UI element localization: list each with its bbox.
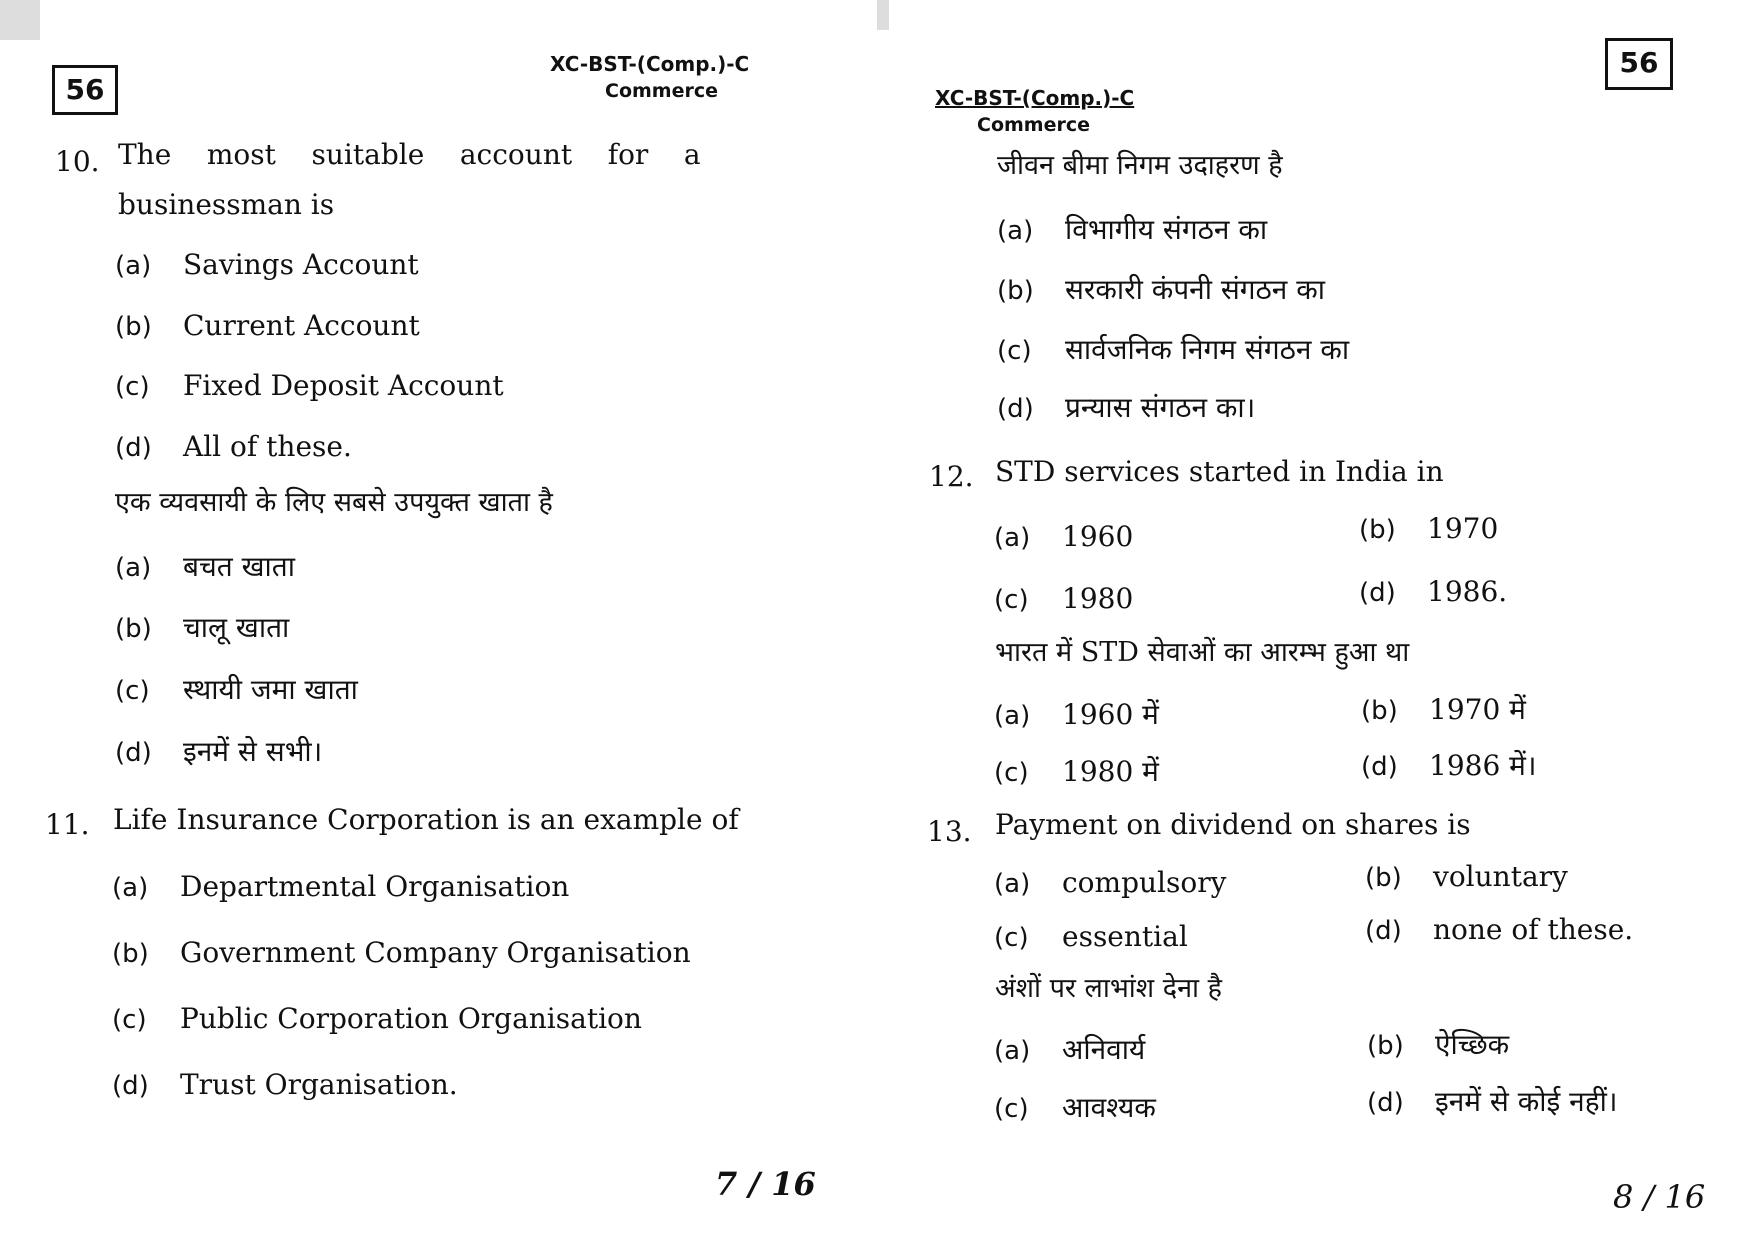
option-label: (d) xyxy=(1365,916,1402,946)
option-label: (d) xyxy=(1367,1088,1404,1118)
option-text: अनिवार्य xyxy=(1062,1033,1146,1066)
option-text: सार्वजनिक निगम संगठन का xyxy=(1065,333,1350,366)
option-text: प्रन्यास संगठन का। xyxy=(1065,391,1256,424)
option-a xyxy=(112,870,569,903)
option-label: (c) xyxy=(994,585,1029,615)
option-text: 1980 xyxy=(1062,582,1134,615)
option-text: compulsory xyxy=(1062,866,1227,899)
option-label: (b) xyxy=(997,276,1034,306)
option-label: (d) xyxy=(112,1071,149,1101)
option-text: बचत खाता xyxy=(183,550,295,583)
option-text: Savings Account xyxy=(183,248,419,281)
option-text: none of these. xyxy=(1433,913,1634,946)
option-text: 1970 में xyxy=(1429,693,1526,726)
option-d xyxy=(115,732,322,770)
option-text: Departmental Organisation xyxy=(180,870,570,903)
option-label: (b) xyxy=(112,939,149,969)
option-text: इनमें से कोई नहीं। xyxy=(1435,1085,1618,1118)
option-a xyxy=(994,866,1226,899)
option-a xyxy=(994,520,1133,553)
subject-label: Commerce xyxy=(977,114,1090,136)
question-text: STD services started in India in xyxy=(995,455,1444,488)
page-footer: 8 / 16 xyxy=(1613,1178,1706,1216)
option-text: Government Company Organisation xyxy=(180,936,691,969)
option-label: (a) xyxy=(994,523,1031,553)
option-c xyxy=(997,330,1349,368)
option-c xyxy=(994,920,1188,953)
option-c xyxy=(115,670,358,708)
option-text: चालू खाता xyxy=(183,611,290,644)
option-text: 1986 में। xyxy=(1429,749,1537,782)
question-number: 11. xyxy=(45,808,90,841)
option-text: 1960 में xyxy=(1062,698,1159,731)
option-a xyxy=(997,210,1267,248)
question-text: The most suitable account for a xyxy=(118,138,701,171)
option-label: (b) xyxy=(1365,863,1402,893)
option-c xyxy=(994,1088,1156,1126)
option-c xyxy=(115,369,504,402)
option-d xyxy=(1361,746,1537,784)
option-b xyxy=(1365,860,1568,893)
option-label: (c) xyxy=(994,1094,1029,1124)
option-label: (a) xyxy=(115,251,152,281)
option-text: essential xyxy=(1062,920,1188,953)
question-text: Payment on dividend on shares is xyxy=(995,808,1471,841)
option-label: (b) xyxy=(1359,515,1396,545)
option-d xyxy=(997,388,1255,426)
option-label: (d) xyxy=(997,394,1034,424)
paper-code: XC-BST-(Comp.)-C xyxy=(550,52,750,76)
option-text: विभागीय संगठन का xyxy=(1065,213,1268,246)
option-text: ऐच्छिक xyxy=(1435,1028,1510,1061)
option-b xyxy=(997,270,1325,308)
option-label: (b) xyxy=(1367,1031,1404,1061)
option-c xyxy=(994,582,1133,615)
option-text: 1980 में xyxy=(1062,755,1159,788)
option-d xyxy=(1359,575,1507,608)
option-text: All of these. xyxy=(183,430,352,463)
option-label: (a) xyxy=(997,216,1034,246)
option-label: (c) xyxy=(112,1005,147,1035)
option-b xyxy=(1359,512,1498,545)
option-label: (c) xyxy=(115,676,150,706)
option-d xyxy=(1365,913,1633,946)
option-a xyxy=(994,1030,1145,1068)
option-text: आवश्यक xyxy=(1062,1091,1156,1124)
option-text: Trust Organisation. xyxy=(180,1068,458,1101)
option-label: (c) xyxy=(994,758,1029,788)
right-page xyxy=(877,0,1754,1241)
option-label: (c) xyxy=(997,336,1032,366)
option-a xyxy=(115,547,295,585)
option-b xyxy=(115,309,420,342)
option-label: (d) xyxy=(115,433,152,463)
option-text: Public Corporation Organisation xyxy=(180,1002,642,1035)
option-label: (d) xyxy=(1359,578,1396,608)
option-label: (a) xyxy=(994,1036,1031,1066)
option-text: Current Account xyxy=(183,309,420,342)
option-label: (a) xyxy=(994,869,1031,899)
option-label: (a) xyxy=(994,701,1031,731)
option-label: (b) xyxy=(115,614,152,644)
option-text: Fixed Deposit Account xyxy=(183,369,504,402)
question-number: 12. xyxy=(929,460,974,493)
subject-label: Commerce xyxy=(605,80,718,102)
paper-code: XC-BST-(Comp.)-C xyxy=(935,86,1135,110)
option-label: (a) xyxy=(112,873,149,903)
question-text-hindi: जीवन बीमा निगम उदाहरण है xyxy=(997,150,1283,181)
option-label: (b) xyxy=(115,312,152,342)
question-text-hindi: भारत में STD सेवाओं का आरम्भ हुआ था xyxy=(995,637,1410,668)
option-text: 1960 xyxy=(1062,520,1134,553)
question-text: businessman is xyxy=(118,188,335,221)
question-number: 13. xyxy=(927,815,972,848)
option-a xyxy=(994,695,1159,733)
scan-artifact xyxy=(0,0,40,40)
option-d xyxy=(1367,1082,1617,1120)
question-number: 10. xyxy=(55,145,100,178)
option-text: स्थायी जमा खाता xyxy=(183,673,358,706)
option-a xyxy=(115,248,419,281)
option-label: (c) xyxy=(115,372,150,402)
paper-set-number: 56 xyxy=(52,65,118,115)
option-b xyxy=(1367,1025,1509,1063)
question-text-hindi: एक व्यवसायी के लिए सबसे उपयुक्त खाता है xyxy=(115,487,553,518)
scan-artifact xyxy=(877,0,889,30)
question-text-hindi: अंशों पर लाभांश देना है xyxy=(995,973,1222,1004)
option-text: 1986. xyxy=(1427,575,1508,608)
option-text: सरकारी कंपनी संगठन का xyxy=(1065,273,1325,306)
option-d xyxy=(115,430,352,463)
paper-set-number: 56 xyxy=(1605,38,1673,90)
option-label: (d) xyxy=(1361,752,1398,782)
option-b xyxy=(115,608,289,646)
page-footer: 7 / 16 xyxy=(715,1165,816,1203)
option-d xyxy=(112,1068,458,1101)
option-b xyxy=(112,936,691,969)
option-c xyxy=(112,1002,642,1035)
option-text: 1970 xyxy=(1427,512,1499,545)
option-c xyxy=(994,752,1159,790)
question-text: Life Insurance Corporation is an example of xyxy=(113,803,739,836)
option-label: (d) xyxy=(115,738,152,768)
option-label: (c) xyxy=(994,923,1029,953)
option-label: (b) xyxy=(1361,696,1398,726)
option-text: voluntary xyxy=(1433,860,1568,893)
option-label: (a) xyxy=(115,553,152,583)
option-b xyxy=(1361,690,1526,728)
option-text: इनमें से सभी। xyxy=(183,735,323,768)
